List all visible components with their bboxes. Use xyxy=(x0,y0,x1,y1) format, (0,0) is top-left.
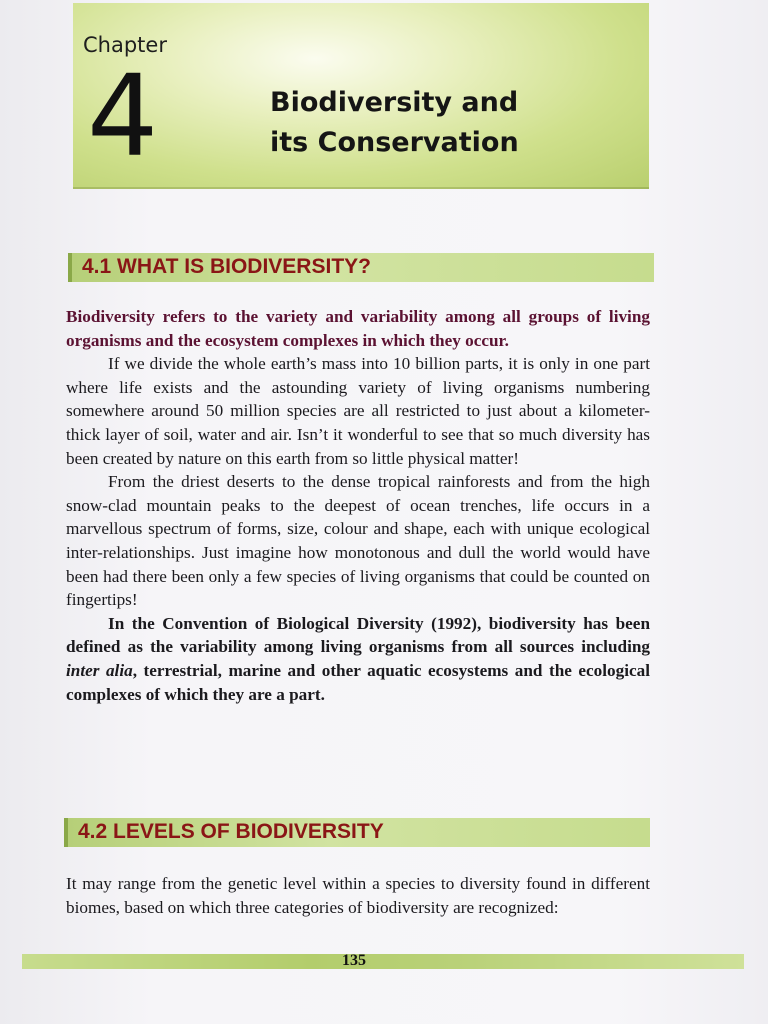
chapter-title-line-2: its Conservation xyxy=(270,127,519,158)
section-heading-4-2 xyxy=(64,818,650,847)
convention-text-b: , terrestrial, marine and other aquatic ecosystems and the ecological complexes of which they are a part. xyxy=(66,660,650,704)
convention-text-italic: inter alia xyxy=(66,660,133,680)
body-paragraph: If we divide the whole earth’s mass into 10 billion parts, it is only in one part where life exists and the astounding variety of living organisms numbering somewhere around 50 million species are all restricted to just about a kilometer-thick layer of soil, water and air. Isn’t it wonderful to see that so much diversity has been created by nature on this earth from so little physical matter! xyxy=(66,354,650,468)
chapter-banner xyxy=(73,3,649,189)
chapter-title-line-1: Biodiversity and xyxy=(270,87,519,118)
definition-paragraph: Biodiversity refers to the variety and variability among all groups of living organisms and the ecosystem complexes in which they occur. xyxy=(66,307,650,350)
convention-text-a: In the Convention of Biological Diversity (1992), biodiversity has been defined as the variability among living organisms from all sources including xyxy=(66,613,650,657)
section-4-1-body xyxy=(66,305,650,706)
chapter-number: 4 xyxy=(87,52,155,182)
section-heading-text: 4.1 WHAT IS BIODIVERSITY? xyxy=(82,255,371,278)
body-paragraph: It may range from the genetic level within a species to diversity found in different biomes, based on which three categories of biodiversity are recognized: xyxy=(66,874,650,917)
section-heading-4-1 xyxy=(68,253,654,282)
page-number: 135 xyxy=(342,952,366,969)
section-4-2-body xyxy=(66,872,650,919)
section-heading-text: 4.2 LEVELS OF BIODIVERSITY xyxy=(78,820,384,843)
chapter-title xyxy=(270,83,570,163)
convention-paragraph xyxy=(66,612,650,706)
chapter-label: Chapter xyxy=(83,33,167,57)
body-paragraph: From the driest deserts to the dense tropical rainforests and from the high snow-clad mountain peaks to the deepest of ocean trenches, life occurs in a marvellous spectrum of forms, size, colour and shape, each with unique ecological inter-relationships. Just imagine how monotonous and dull the world would have been had there been only a few species of living organisms that could be counted on fingertips! xyxy=(66,472,650,610)
